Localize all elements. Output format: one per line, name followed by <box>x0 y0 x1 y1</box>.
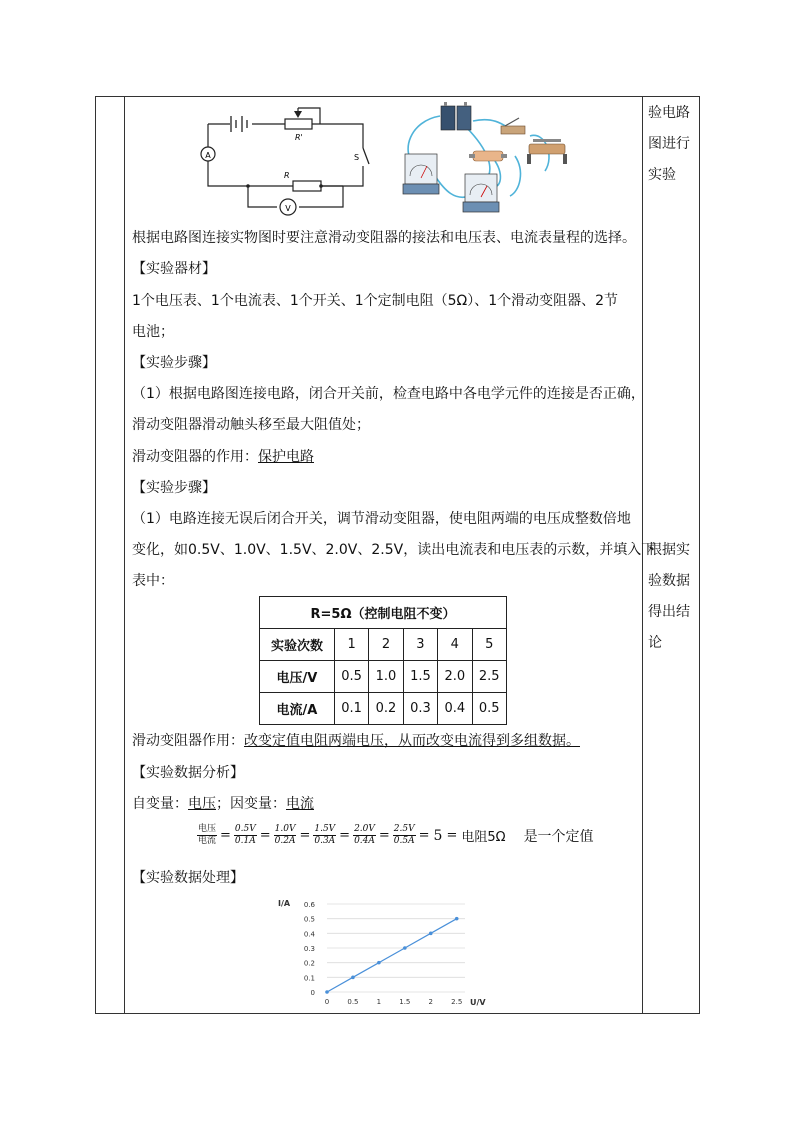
equipment-line-2: 电池； <box>132 324 174 340</box>
sidebar-line: 论 <box>648 635 662 651</box>
switch-device-icon <box>501 118 525 134</box>
x-tick-label: 0.5 <box>347 998 359 1006</box>
rheostat-role-2-value: 改变定值电阻两端电压，从而改变电流得到多组数据。 <box>244 733 580 749</box>
column-divider-left <box>124 97 125 1013</box>
heading-processing: 【实验数据处理】 <box>132 870 244 886</box>
sidebar-note-top <box>648 98 692 191</box>
sidebar-line: 实验 <box>648 167 676 183</box>
formula-result-label: 电阻5Ω <box>461 830 506 845</box>
rheostat-role-2 <box>132 731 580 751</box>
y-tick-label: 0.3 <box>303 945 315 953</box>
table-cell: 2.5 <box>472 661 506 693</box>
circuit-diagram <box>195 100 380 220</box>
formula-lhs <box>197 824 217 847</box>
apparatus-illustration <box>395 96 575 220</box>
rheostat-role-2-label: 滑动变阻器作用： <box>132 733 244 749</box>
equipment-line-1: 1个电压表、1个电流表、1个开关、1个定制电阻（5Ω）、1个滑动变阻器、2节 <box>132 293 619 309</box>
y-tick-label: 0 <box>310 989 315 997</box>
x-tick-label: 2.5 <box>451 998 463 1006</box>
formula-frac-5 <box>393 824 416 847</box>
step-2-line-2: 变化，如0.5V、1.0V、1.5V、2.0V、2.5V，读出电流表和电压表的示数，并填入下 <box>132 542 656 558</box>
formula-den: 0.3A <box>314 836 336 846</box>
variables-line <box>132 794 314 814</box>
ammeter-label: A <box>205 151 211 160</box>
step-1-line-2: 滑动变阻器滑动触头移至最大阻值处； <box>132 417 370 433</box>
table-cell: 2.0 <box>438 661 472 693</box>
sidebar-line: 验数据 <box>648 573 690 589</box>
formula-den: 0.4A <box>354 836 375 846</box>
data-point <box>403 946 407 950</box>
table-cell: 2 <box>369 629 403 661</box>
table-row <box>260 629 507 661</box>
ohm-formula: $\frac{\text{电压}}{\text{电流}}$ = $\frac{0.5V}{0.1A}$ = $\frac{1.0V}{0.2A}$ = $\frac{1.5V}{0.3A}$ = $\frac{2.0V}{0.4A}$ = $\frac{2.5V}{0.5A}$ = 5 = 电阻5Ω 是一个定值 <box>198 824 594 846</box>
rheostat-label: R' <box>295 133 303 142</box>
formula-num: 2.5V <box>393 824 415 834</box>
voltmeter-device-icon <box>403 154 439 194</box>
y-axis-label: I/A <box>278 899 291 908</box>
formula-num: 0.5V <box>234 824 256 834</box>
dependent-var-value: 电流 <box>286 796 314 812</box>
table-cell: 3 <box>403 629 437 661</box>
sidebar-line: 验电路 <box>648 105 690 121</box>
table-cell: 0.3 <box>403 693 437 725</box>
table-cell: 0.1 <box>334 693 368 725</box>
table-row <box>260 661 507 693</box>
formula-note: 是一个定值 <box>523 828 594 845</box>
table-cell: 0.2 <box>369 693 403 725</box>
formula-result: 5 <box>433 827 443 844</box>
row-label-trial: 实验次数 <box>260 629 335 661</box>
table-cell: 0.5 <box>334 661 368 693</box>
rheostat-role-1-label: 滑动变阻器的作用： <box>132 449 258 465</box>
formula-den: 0.2A <box>274 836 296 846</box>
rheostat-role-1 <box>132 447 314 467</box>
x-tick-label: 1.5 <box>399 998 411 1006</box>
data-point <box>429 932 433 936</box>
y-tick-label: 0.1 <box>303 974 315 983</box>
table-cell: 1.0 <box>369 661 403 693</box>
x-tick-label: 0 <box>324 998 330 1006</box>
independent-var-value: 电压 <box>188 796 216 812</box>
dependent-var-label: ；因变量： <box>216 796 286 812</box>
formula-frac-4 <box>353 824 376 847</box>
y-tick-label: 0.2 <box>303 959 315 968</box>
data-point <box>325 990 329 994</box>
row-label-voltage: 电压/V <box>260 661 335 693</box>
y-tick-label: 0.4 <box>303 930 315 939</box>
formula-frac-1 <box>234 824 257 847</box>
sidebar-line: 图进行 <box>648 136 690 152</box>
independent-var-label: 自变量： <box>132 796 188 812</box>
voltmeter-label: V <box>285 204 291 213</box>
data-point <box>351 976 355 980</box>
y-tick-label: 0.5 <box>303 915 315 924</box>
paragraph-wiring-note: 根据电路图连接实物图时要注意滑动变阻器的接法和电压表、电流表量程的选择。 <box>132 230 636 246</box>
iv-chart <box>270 893 510 1008</box>
heading-steps-2: 【实验步骤】 <box>132 480 216 496</box>
y-tick-label: 0.6 <box>303 901 315 909</box>
formula-frac-3 <box>313 824 336 847</box>
table-cell: 1.5 <box>403 661 437 693</box>
rheostat-role-1-value: 保护电路 <box>258 449 314 465</box>
formula-frac-2 <box>274 824 297 847</box>
table-cell: 1 <box>334 629 368 661</box>
heading-analysis: 【实验数据分析】 <box>132 765 244 781</box>
table-cell: 0.4 <box>438 693 472 725</box>
sidebar-line: 得出结 <box>648 604 690 620</box>
formula-num: 2.0V <box>354 824 375 834</box>
step-2-line-1: （1）电路连接无误后闭合开关，调节滑动变阻器，使电阻两端的电压成整数倍地 <box>132 511 631 527</box>
table-cell: 5 <box>472 629 506 661</box>
x-axis-label: U/V <box>470 998 486 1007</box>
row-label-current: 电流/A <box>260 693 335 725</box>
ammeter-device-icon <box>463 174 499 212</box>
series-line <box>327 919 457 992</box>
table-cell: 4 <box>438 629 472 661</box>
data-point <box>377 961 381 965</box>
switch-label: S <box>354 153 360 162</box>
table-row <box>260 693 507 725</box>
x-tick-label: 2 <box>428 998 434 1006</box>
formula-num: 1.0V <box>274 824 296 834</box>
sidebar-line: 根据实 <box>648 542 690 558</box>
battery-icon <box>441 102 471 130</box>
data-point <box>455 917 459 921</box>
formula-den: 0.5A <box>393 836 415 846</box>
table-title: R=5Ω（控制电阻不变） <box>260 597 507 629</box>
formula-num: 1.5V <box>314 824 336 834</box>
resistor-device-icon <box>469 151 507 161</box>
x-tick-label: 1 <box>376 998 382 1006</box>
formula-num: 电压 <box>198 824 217 834</box>
rheostat-device-icon <box>527 139 567 164</box>
formula-den: 电流 <box>198 836 217 846</box>
step-1-line-1: （1）根据电路图连接电路，闭合开关前，检查电路中各电学元件的连接是否正确， <box>132 386 645 402</box>
measurement-table <box>259 596 507 725</box>
heading-equipment: 【实验器材】 <box>132 261 216 277</box>
heading-steps-1: 【实验步骤】 <box>132 355 216 371</box>
step-2-line-3: 表中： <box>132 573 174 589</box>
resistor-label: R <box>284 171 290 180</box>
formula-den: 0.1A <box>234 836 256 846</box>
table-cell: 0.5 <box>472 693 506 725</box>
